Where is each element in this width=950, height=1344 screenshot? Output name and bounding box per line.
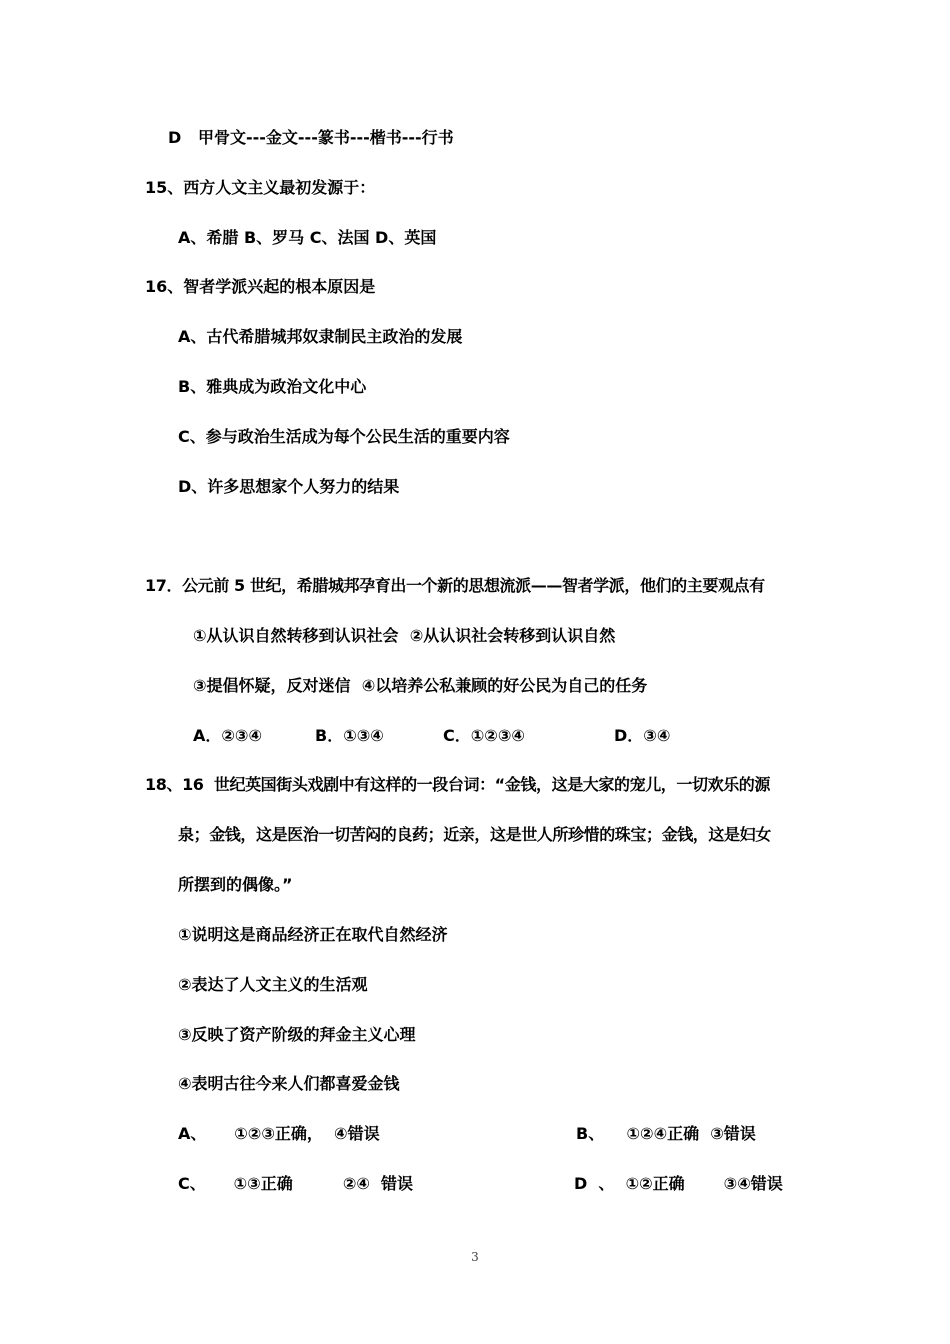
q15-question: 15、西方人文主义最初发源于：	[145, 178, 376, 197]
q18-statement-2: ②表达了人文主义的生活观	[178, 975, 368, 994]
q18-statement-1: ①说明这是商品经济正在取代自然经济	[178, 925, 448, 944]
q16-option-a: A、古代希腊城邦奴隶制民主政治的发展	[178, 327, 463, 346]
q18-statement-3: ③反映了资产阶级的拜金主义心理	[178, 1025, 416, 1044]
q18-option-d: D 、 ①②正确 ③④错误	[574, 1174, 783, 1193]
q15-options: A、希腊 B、罗马 C、法国 D、英国	[178, 228, 437, 247]
q17-option-a: A．②③④	[193, 726, 263, 745]
q16-option-d: D、许多思想家个人努力的结果	[178, 477, 400, 496]
q18-statement-4: ④表明古往今来人们都喜爱金钱	[178, 1074, 400, 1093]
q17-statements-1: ①从认识自然转移到认识社会 ②从认识社会转移到认识自然	[193, 626, 616, 645]
q18-option-a: A、 ①②③正确， ④错误	[178, 1124, 380, 1143]
q16-option-c: C、参与政治生活成为每个公民生活的重要内容	[178, 427, 510, 446]
page-number: 3	[471, 1250, 479, 1264]
q17-option-b: B．①③④	[315, 726, 384, 745]
q16-question: 16、智者学派兴起的根本原因是	[145, 277, 376, 296]
q16-option-b: B、雅典成为政治文化中心	[178, 377, 367, 396]
q18-question-line-1: 18、16 世纪英国街头戏剧中有这样的一段台词：“金钱，这是大家的宠儿，一切欢乐的源	[145, 775, 770, 794]
q18-question-line-3: 所摆到的偶像。”	[178, 875, 293, 894]
q14-option-d: D 甲骨文---金文---篆书---楷书---行书	[168, 128, 454, 147]
q18-option-c: C、 ①③正确 ②④ 错误	[178, 1174, 414, 1193]
q17-statements-2: ③提倡怀疑，反对迷信 ④以培养公私兼顾的好公民为自己的任务	[193, 676, 648, 695]
q17-question: 17．公元前 5 世纪，希腊城邦孕育出一个新的思想流派——智者学派，他们的主要观点有	[145, 576, 765, 595]
q18-question-line-2: 泉；金钱，这是医治一切苦闷的良药；近亲，这是世人所珍惜的珠宝；金钱，这是妇女	[178, 825, 771, 844]
q18-option-b: B、 ①②④正确 ③错误	[576, 1124, 756, 1143]
q17-option-d: D．③④	[614, 726, 671, 745]
q17-option-c: C．①②③④	[443, 726, 525, 745]
